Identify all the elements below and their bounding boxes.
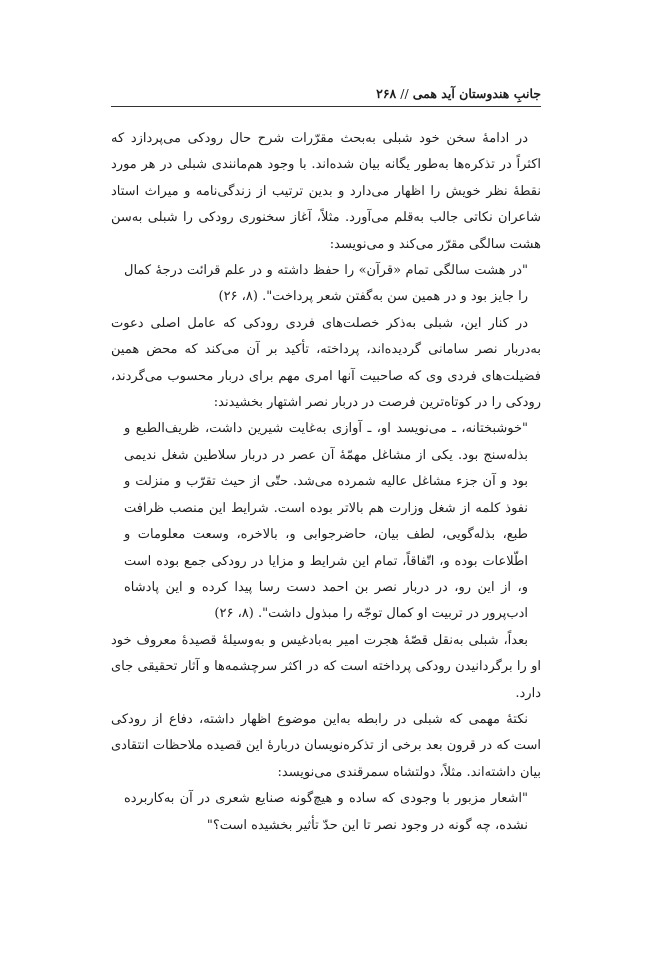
body-text xyxy=(111,126,541,839)
quote-3: "اشعار مزبور با وجودی که ساده و هیچ‌گونه صنایع شعری در آن به‌کاربرده نشده، چه گونه در وجود نصر تا این حدّ تأثیر بخشیده است؟" xyxy=(124,791,528,833)
paragraph-4: نکتهٔ مهمی که شبلی در رابطه به‌این موضوع اظهار داشته، دفاع از رودکی است که در قرون بعد برخی از تذکره‌نویسان دربارهٔ این قصیده ملاحظات انتقادی بیان داشته‌اند. مثلاً، دولتشاه سمرقندی می‌نویسد: xyxy=(111,711,541,780)
header-separator: // xyxy=(400,85,409,101)
page-number: ۲۶۸ xyxy=(376,85,397,101)
paragraph-3: بعداً، شبلی به‌نقل قصّهٔ هجرت امیر به‌بادغیس و به‌وسیلهٔ قصیدهٔ معروف خود او را برگردانیدن رودکی پرداخته است که در اکثر سرچشمه‌ها و آثار تحقیقی جای دارد. xyxy=(111,632,541,701)
running-title: جانبِ هندوستان آید همی xyxy=(412,85,541,101)
paragraph-1: در ادامهٔ سخن خود شبلی به‌بحث مقرّرات شرح حال رودکی می‌پردازد که اکثراً در تذکره‌ها به‌طور یگانه بیان شده‌اند. با وجود هم‌مانندی شبلی در هر مورد نقطهٔ نظر خویش را اظهار می‌دارد و بدین ترتیب از زندگی‌نامه و میراث استاد شاعران نکاتی جالب به‌قلم می‌آورد. مثلاً، آغاز سخنوری رودکی را شبلی به‌سن هشت سالگی مقرّر می‌کند و می‌نویسد: xyxy=(111,131,541,252)
running-header xyxy=(111,82,541,104)
paragraph-2: در کنار این، شبلی به‌ذکر خصلت‌های فردی رودکی که عامل اصلی دعوت به‌دربار نصر سامانی گردیده‌اند، پرداخته، تأکید بر آن می‌کند که محض همین فضیلت‌های فردی وی که صاحبیت آنها امری مهم برای دربار محسوب می‌گردند، رودکی را در کوتاه‌ترین فرصت در دربار نصر اشتهار بخشیدند: xyxy=(111,315,541,411)
header-divider xyxy=(111,106,541,107)
quote-1: "در هشت سالگی تمام «قرآن» را حفظ داشته و در علم قرائت درجهٔ کمال را جایز بود و در همین سن به‌گفتن شعر پرداخت". (۸، ۲۶) xyxy=(124,263,528,305)
quote-2: "خوشبختانه، ـ می‌نویسد او، ـ آوازی به‌غایت شیرین داشت، ظریف‌الطبع و بذله‌سنج بود. یکی از مشاغل مهمّهٔ آن عصر در دربار سلاطین شغل ندیمی بود و آن جزء مشاغل عالیه شمرده می‌شد. حتّی از حیث تقرّب و منزلت و نفوذ کلمه از شغل وزارت هم بالاتر بوده است. شرایط این منصب ظرافت طبع، بذله‌گویی، لطف بیان، حاضرجوابی و، بالاخره، وسعت معلومات و اطّلاعات بوده و، اتّفاقاً، تمام این شرایط و مزایا در رودکی جمع بوده است و، از این رو، در دربار نصر بن احمد دست رسا پیدا کرده و این پادشاه ادب‌پرور در تربیت او کمال توجّه را مبذول داشت". (۸، ۲۶) xyxy=(124,421,528,622)
